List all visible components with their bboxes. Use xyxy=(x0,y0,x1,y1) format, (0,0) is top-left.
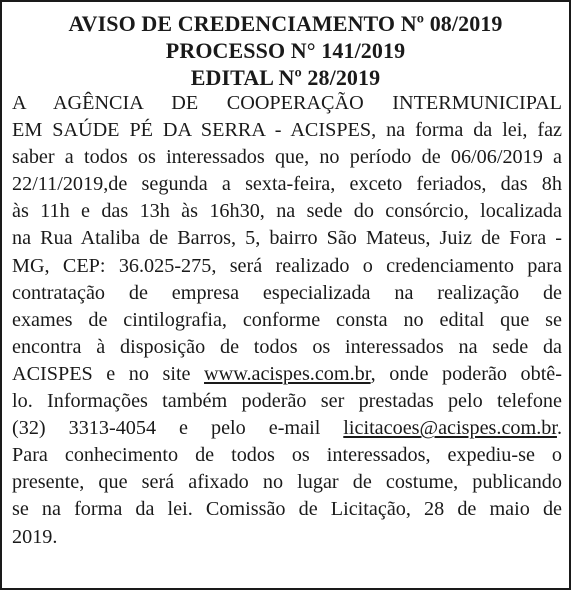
edital-number: EDITAL Nº 28/2019 xyxy=(190,65,381,90)
body-text: , onde poderão obtê- xyxy=(370,362,562,385)
notice-title: AVISO DE CREDENCIAMENTO Nº 08/2019 xyxy=(68,11,503,36)
body-text: . xyxy=(556,417,562,440)
body-line: MG, CEP: 36.025-275, será realizado o credenciamento para xyxy=(12,254,562,277)
body-line: saber a todos os interessados que, no período de 06/06/2019 a xyxy=(12,146,562,169)
body-line-site xyxy=(12,361,562,388)
body-line: na Rua Ataliba de Barros, 5, bairro São Mateus, Juiz de Fora - xyxy=(12,227,562,250)
notice-header xyxy=(2,10,569,91)
body-line: lo. Informações também poderão ser prestadas pelo telefone xyxy=(12,390,562,413)
process-number: PROCESSO N° 141/2019 xyxy=(165,38,406,63)
body-line: se na forma da lei. Comissão de Licitação, 28 de maio de xyxy=(12,498,562,521)
body-text: ACISPES e no site xyxy=(12,362,205,385)
body-line: presente, que será afixado no lugar de costume, publicando xyxy=(12,471,562,494)
body-line: EM SAÚDE PÉ DA SERRA - ACISPES, na forma da lei, faz xyxy=(12,119,562,142)
body-line-email xyxy=(12,415,562,442)
body-line: 22/11/2019,de segunda a sexta-feira, exceto feriados, das 8h xyxy=(12,173,562,196)
body-text: (32) 3313-4054 e pelo e-mail xyxy=(12,417,344,440)
body-line: às 11h e das 13h às 16h30, na sede do consórcio, localizada xyxy=(12,200,562,223)
body-line: A AGÊNCIA DE COOPERAÇÃO INTERMUNICIPAL xyxy=(12,92,562,114)
site-link[interactable]: www.acispes.com.br xyxy=(204,362,371,385)
body-line: exames de cintilografia, conforme consta no edital que se xyxy=(12,308,562,331)
body-line: contratação de empresa especializada na realização de xyxy=(12,281,562,304)
body-line: encontra à disposição de todos os interessados na sede da xyxy=(12,335,562,358)
email-link[interactable]: licitacoes@acispes.com.br xyxy=(343,417,557,440)
body-line: 2019. xyxy=(12,525,58,548)
notice-body xyxy=(12,90,562,551)
body-line: Para conhecimento de todos os interessados, expediu-se o xyxy=(12,444,562,467)
